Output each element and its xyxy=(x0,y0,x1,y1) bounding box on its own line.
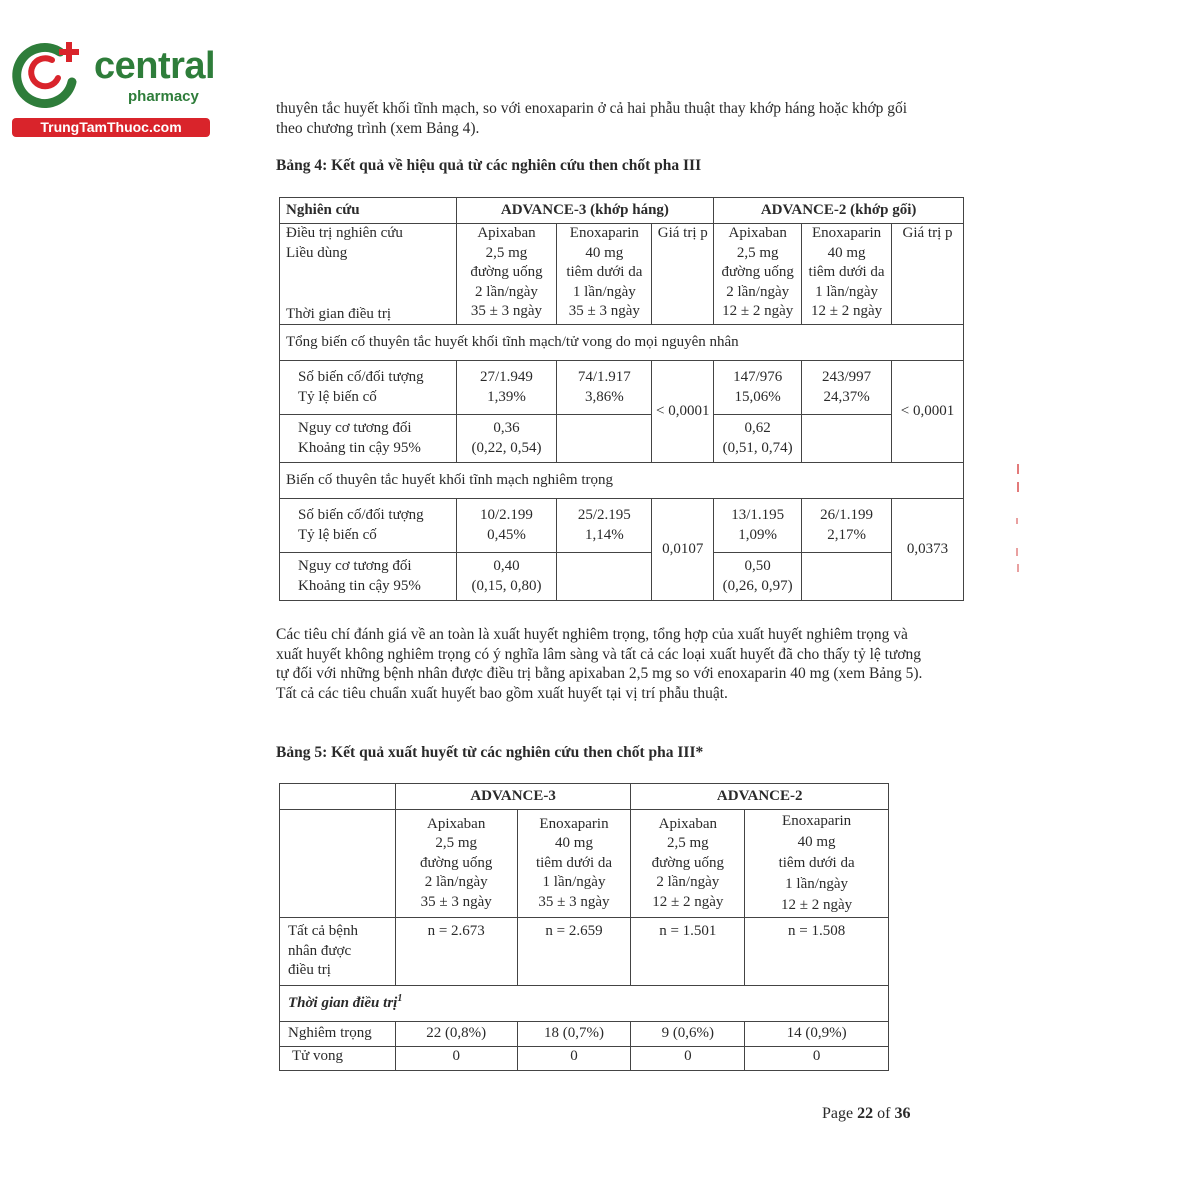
table4-s2-a2-rr-empty xyxy=(802,553,892,601)
table4-s1-a2-pvalue: < 0,0001 xyxy=(892,361,964,463)
table4-s2-a2-pvalue: 0,0373 xyxy=(892,499,964,601)
table5-duration-title xyxy=(280,986,889,1022)
table4-s2-a2-rr: 0,50 (0,26, 0,97) xyxy=(714,553,802,601)
table4-header-row xyxy=(280,198,964,224)
logo-subtitle: pharmacy xyxy=(128,88,199,105)
table5 xyxy=(279,783,889,1071)
table5-death-row xyxy=(280,1046,889,1070)
table5-serious-a3-apixaban: 22 (0,8%) xyxy=(395,1022,517,1047)
table4-treatment-label: Điều trị nghiên cứu Liều dùng xyxy=(286,225,403,261)
table5-duration-row xyxy=(280,986,889,1022)
table4-arm-a3-enoxaparin: Enoxaparin 40 mg tiêm dưới da 1 lần/ngày 35 ± 3 ngày xyxy=(557,224,652,325)
page-of: of xyxy=(873,1105,895,1122)
table5-duration-label: Thời gian điều trị xyxy=(288,995,398,1011)
table5-death-a2-apixaban: 0 xyxy=(631,1046,745,1070)
table5-all-treated-a3-enoxaparin: n = 2.659 xyxy=(517,918,631,986)
table5-serious-label: Nghiêm trọng xyxy=(280,1022,396,1047)
table5-serious-a2-enoxaparin: 14 (0,9%) xyxy=(745,1022,889,1047)
table4-s2-a3-pvalue: 0,0107 xyxy=(652,499,714,601)
table5-arms-row xyxy=(280,810,889,918)
table5-arm-a3-enoxaparin: Enoxaparin 40 mg tiêm dưới da 1 lần/ngày 35 ± 3 ngày xyxy=(517,810,631,918)
table4-s1-a2-apixaban: 147/976 15,06% xyxy=(714,361,802,415)
table5-serious-row xyxy=(280,1022,889,1047)
table5-advance2-header: ADVANCE-2 xyxy=(631,784,889,810)
table4-s1-events-label: Số biến cố/đối tượng Tỷ lệ biến cố xyxy=(280,361,457,415)
table4-arms-row xyxy=(280,224,964,325)
table5-caption: Bảng 5: Kết quả xuất huyết từ các nghiên cứu then chốt pha III* xyxy=(276,744,704,761)
table5-all-treated-label: Tất cả bệnh nhân được điều trị xyxy=(280,918,396,986)
table5-advance3-header: ADVANCE-3 xyxy=(395,784,631,810)
table4-arm-a2-apixaban: Apixaban 2,5 mg đường uống 2 lần/ngày 12 ± 2 ngày xyxy=(714,224,802,325)
table4-s1-a3-pvalue: < 0,0001 xyxy=(652,361,714,463)
table4-arm-a2-pvalue: Giá trị p xyxy=(892,224,964,325)
table4-section2-title: Biến cố thuyên tắc huyết khối tĩnh mạch nghiêm trọng xyxy=(280,463,964,499)
logo xyxy=(10,38,215,138)
table4-row-label xyxy=(280,224,457,325)
table4-section1-title: Tổng biến cố thuyên tắc huyết khối tĩnh mạch/tử vong do mọi nguyên nhân xyxy=(280,325,964,361)
table4-s1-a3-enoxaparin: 74/1.917 3,86% xyxy=(557,361,652,415)
table5-all-treated-row xyxy=(280,918,889,986)
table4-duration-label: Thời gian điều trị xyxy=(286,305,391,322)
table5-all-treated-a2-enoxaparin: n = 1.508 xyxy=(745,918,889,986)
table4-col-study: Nghiên cứu xyxy=(280,198,457,224)
table4-s1-events-row xyxy=(280,361,964,415)
table5-serious-a3-enoxaparin: 18 (0,7%) xyxy=(517,1022,631,1047)
table4-s1-a2-rr: 0,62 (0,51, 0,74) xyxy=(714,415,802,463)
table4-caption: Bảng 4: Kết quả về hiệu quả từ các nghiên cứu then chốt pha III xyxy=(276,157,702,174)
margin-marks-icon xyxy=(1008,440,1022,580)
table5-arm-a3-apixaban: Apixaban 2,5 mg đường uống 2 lần/ngày 35 ± 3 ngày xyxy=(395,810,517,918)
safety-paragraph: Các tiêu chí đánh giá về an toàn là xuất huyết nghiêm trọng, tổng hợp của xuất huyết nghiêm trọng và xuất huyết không nghiêm trọng có ý nghĩa lâm sàng và tất cả các loại xuất huyết đã cho thấy tỷ lệ tương tự đối với những bệnh nhân được điều trị bằng apixaban 2,5 mg so với enoxaparin 40 mg (xem Bảng 5). Tất cả các tiêu chuẩn xuất huyết bao gồm xuất huyết tại vị trí phẫu thuật. xyxy=(276,626,923,702)
table4-s1-a2-rr-empty xyxy=(802,415,892,463)
table4-advance2-header: ADVANCE-2 (khớp gối) xyxy=(714,198,964,224)
logo-url: TrungTamThuoc.com xyxy=(12,118,210,137)
table4-s2-events-row xyxy=(280,499,964,553)
table4-advance3-header: ADVANCE-3 (khớp háng) xyxy=(456,198,714,224)
page-total: 36 xyxy=(894,1105,911,1122)
table5-arms-empty xyxy=(280,810,396,918)
table4-s1-a3-rr-empty xyxy=(557,415,652,463)
table4-arm-a3-pvalue: Giá trị p xyxy=(652,224,714,325)
table5-header-empty xyxy=(280,784,396,810)
table4-s1-a2-enoxaparin: 243/997 24,37% xyxy=(802,361,892,415)
table5-serious-a2-apixaban: 9 (0,6%) xyxy=(631,1022,745,1047)
table5-arm-a2-apixaban: Apixaban 2,5 mg đường uống 2 lần/ngày 12 ± 2 ngày xyxy=(631,810,745,918)
table5-all-treated-a3-apixaban: n = 2.673 xyxy=(395,918,517,986)
table4-s1-rr-label: Nguy cơ tương đối Khoảng tin cậy 95% xyxy=(280,415,457,463)
table4-arm-a2-enoxaparin: Enoxaparin 40 mg tiêm dưới da 1 lần/ngày 12 ± 2 ngày xyxy=(802,224,892,325)
pharmacy-logo-icon xyxy=(10,38,88,110)
page-current: 22 xyxy=(857,1105,874,1122)
table4-s1-a3-apixaban: 27/1.949 1,39% xyxy=(456,361,557,415)
table5-all-treated-a2-apixaban: n = 1.501 xyxy=(631,918,745,986)
table4-arm-a3-apixaban: Apixaban 2,5 mg đường uống 2 lần/ngày 35 ± 3 ngày xyxy=(456,224,557,325)
table4-s2-rr-label: Nguy cơ tương đối Khoảng tin cậy 95% xyxy=(280,553,457,601)
page-number xyxy=(822,1105,910,1123)
table4 xyxy=(279,197,964,601)
table4-s1-a3-rr: 0,36 (0,22, 0,54) xyxy=(456,415,557,463)
table4-s2-a2-apixaban: 13/1.195 1,09% xyxy=(714,499,802,553)
table5-death-label: Tử vong xyxy=(280,1046,396,1070)
table5-arm-a2-enoxaparin: Enoxaparin 40 mg tiêm dưới da 1 lần/ngày 12 ± 2 ngày xyxy=(745,810,889,918)
table4-s2-a3-rr-empty xyxy=(557,553,652,601)
table5-death-a3-apixaban: 0 xyxy=(395,1046,517,1070)
table4-s2-events-label: Số biến cố/đối tượng Tỷ lệ biến cố xyxy=(280,499,457,553)
table4-section1-row xyxy=(280,325,964,361)
table4-s1-rr-row xyxy=(280,415,964,463)
intro-paragraph: thuyên tắc huyết khối tĩnh mạch, so với enoxaparin ở cả hai phẫu thuật thay khớp háng hoặc khớp gối theo chương trình (xem Bảng 4). xyxy=(276,100,908,137)
page-prefix: Page xyxy=(822,1105,858,1122)
table5-death-a2-enoxaparin: 0 xyxy=(745,1046,889,1070)
table5-death-a3-enoxaparin: 0 xyxy=(517,1046,631,1070)
table4-s2-a3-apixaban: 10/2.199 0,45% xyxy=(456,499,557,553)
table4-s2-a2-enoxaparin: 26/1.199 2,17% xyxy=(802,499,892,553)
table4-s2-a3-enoxaparin: 25/2.195 1,14% xyxy=(557,499,652,553)
table4-s2-a3-rr: 0,40 (0,15, 0,80) xyxy=(456,553,557,601)
table5-header-row xyxy=(280,784,889,810)
table5-duration-footnote: 1 xyxy=(397,993,403,1004)
logo-brand: central xyxy=(94,45,216,87)
table4-s2-rr-row xyxy=(280,553,964,601)
table4-section2-row xyxy=(280,463,964,499)
